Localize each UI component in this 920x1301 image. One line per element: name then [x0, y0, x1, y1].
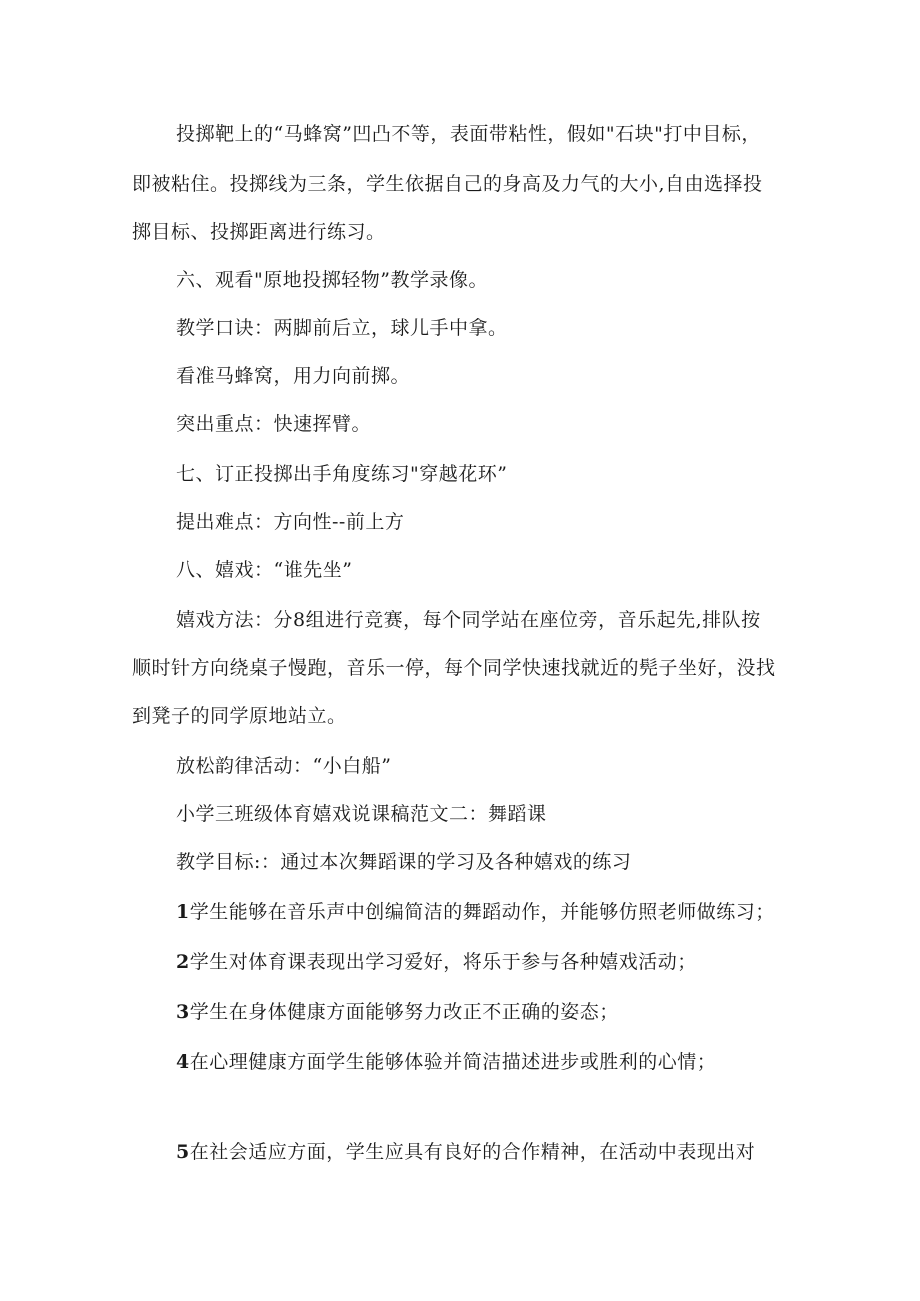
list-item-number: 1	[176, 901, 190, 923]
paragraph-line: 掷目标、投掷距离进行练习。	[132, 221, 386, 243]
section-heading: 七、订正投掷出手角度练习"穿越花环”	[176, 463, 508, 485]
paragraph-line: 突出重点：快速挥臂。	[176, 413, 372, 435]
subtitle: 小学三班级体育嬉戏说课稿范文二：舞蹈课	[176, 803, 547, 825]
list-item-text: 学生在身体健康方面能够努力改正不正确的姿态；	[189, 1001, 619, 1023]
list-item-number: 5	[176, 1141, 190, 1163]
list-item-number: 2	[176, 951, 190, 973]
paragraph-line: 嬉戏方法：分8组进行竞赛，每个同学站在座位旁，音乐起先,排队按	[176, 609, 761, 631]
list-item	[176, 900, 775, 924]
section-heading: 六、观看"原地投掷轻物”教学录像。	[176, 269, 488, 291]
list-item	[176, 1050, 716, 1074]
list-item	[176, 1000, 619, 1024]
list-item-text: 在心理健康方面学生能够体验并简洁描述进步或胜利的心情；	[189, 1051, 717, 1073]
paragraph-line: 到凳子的同学原地站立。	[132, 705, 347, 727]
paragraph-line: 放松韵律活动：“小白船”	[176, 755, 392, 777]
paragraph-line: 顺时针方向绕桌子慢跑，音乐一停，每个同学快速找就近的髡子坐好，没找	[132, 657, 776, 679]
paragraph-line: 即被粘住。投掷线为三条，学生依据自己的身高及力气的大小,自由选择投	[132, 173, 763, 195]
list-item-text: 在社会适应方面，学生应具有良好的合作精神，在活动中表现出对	[189, 1141, 756, 1163]
list-item-number: 3	[176, 1001, 190, 1023]
paragraph-line: 投掷靶上的“马蜂窝”凹凸不等，表面带粘性，假如"石块"打中目标，	[176, 123, 761, 145]
paragraph-line: 教学口诀：两脚前后立，球儿手中拿。	[176, 317, 508, 339]
list-item-text: 学生能够在音乐声中创编简洁的舞蹈动作，并能够仿照老师做练习；	[189, 901, 775, 923]
paragraph-line: 提出难点：方向性--前上方	[176, 511, 405, 533]
list-item	[176, 950, 697, 974]
paragraph-line: 看准马蜂窝，用力向前掷。	[176, 365, 411, 387]
paragraph-line: 教学目标:：通过本次舞蹈课的学习及各种嬉戏的练习	[176, 851, 632, 873]
list-item-text: 学生对体育课表现出学习爱好，将乐于参与各种嬉戏活动；	[189, 951, 697, 973]
list-item-number: 4	[176, 1051, 190, 1073]
list-item	[176, 1140, 755, 1164]
section-heading: 八、嬉戏：“谁先坐”	[176, 559, 353, 581]
